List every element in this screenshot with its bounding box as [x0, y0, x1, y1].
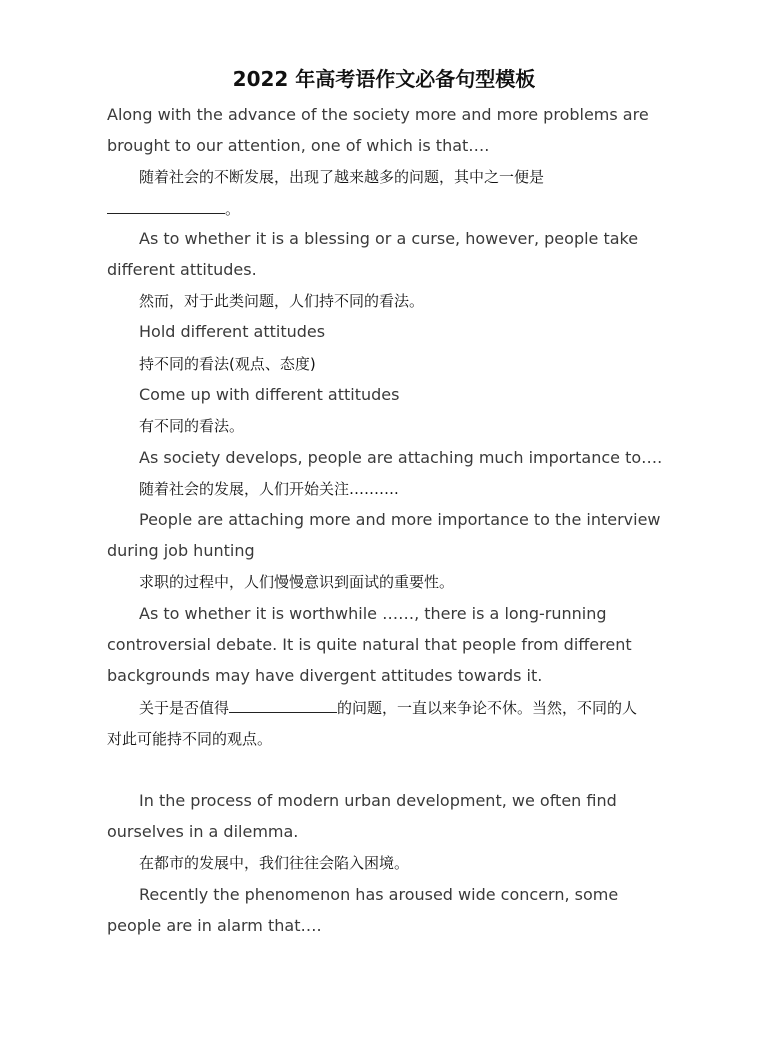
text-line: 随着社会的不断发展，出现了越来越多的问题，其中之一便是 — [139, 168, 545, 186]
text-line: 然而，对于此类问题，人们持不同的看法。 — [139, 292, 425, 310]
text-line: 有不同的看法。 — [139, 417, 245, 435]
text-fragment: 的问题，一直以来争论不休。当然，不同的人 — [337, 699, 638, 717]
text-line: As to whether it is a blessing or a curse, however, people take — [139, 229, 639, 248]
text-line: Recently the phenomenon has aroused wide concern, some — [139, 885, 619, 904]
text-line: People are attaching more and more importance to the interview — [139, 510, 661, 529]
text-line: In the process of modern urban development, we often find — [139, 791, 617, 810]
text-line: brought to our attention, one of which is that…. — [107, 136, 490, 155]
text-line: during job hunting — [107, 541, 255, 560]
text-line: controversial debate. It is quite natural that people from different — [107, 635, 632, 654]
text-line: Come up with different attitudes — [139, 385, 400, 404]
page-title: 2022 年高考语作文必备句型模板 — [232, 67, 536, 91]
text-fragment: 。 — [225, 200, 241, 218]
text-line: backgrounds may have divergent attitudes towards it. — [107, 666, 543, 685]
text-line: 持不同的看法(观点、态度) — [139, 355, 316, 373]
text-line: Hold different attitudes — [139, 322, 326, 341]
text-line: 对此可能持不同的观点。 — [107, 730, 273, 748]
text-line: 在都市的发展中，我们往往会陷入困境。 — [139, 854, 410, 872]
text-line: As to whether it is worthwhile ……, there is a long-running — [139, 604, 607, 623]
fill-in-blank — [229, 697, 337, 713]
text-line: 随着社会的发展，人们开始关注………. — [139, 480, 399, 498]
text-line-with-blank — [139, 696, 637, 720]
text-line: Along with the advance of the society more and more problems are — [107, 105, 649, 124]
text-line: As society develops, people are attaching much importance to…. — [139, 448, 663, 467]
text-line: people are in alarm that…. — [107, 916, 322, 935]
text-line-with-blank — [107, 197, 240, 221]
text-line: different attitudes. — [107, 260, 257, 279]
text-fragment: 关于是否值得 — [139, 699, 230, 717]
text-line: 求职的过程中，人们慢慢意识到面试的重要性。 — [139, 573, 455, 591]
fill-in-blank — [107, 198, 225, 214]
text-line: ourselves in a dilemma. — [107, 822, 299, 841]
